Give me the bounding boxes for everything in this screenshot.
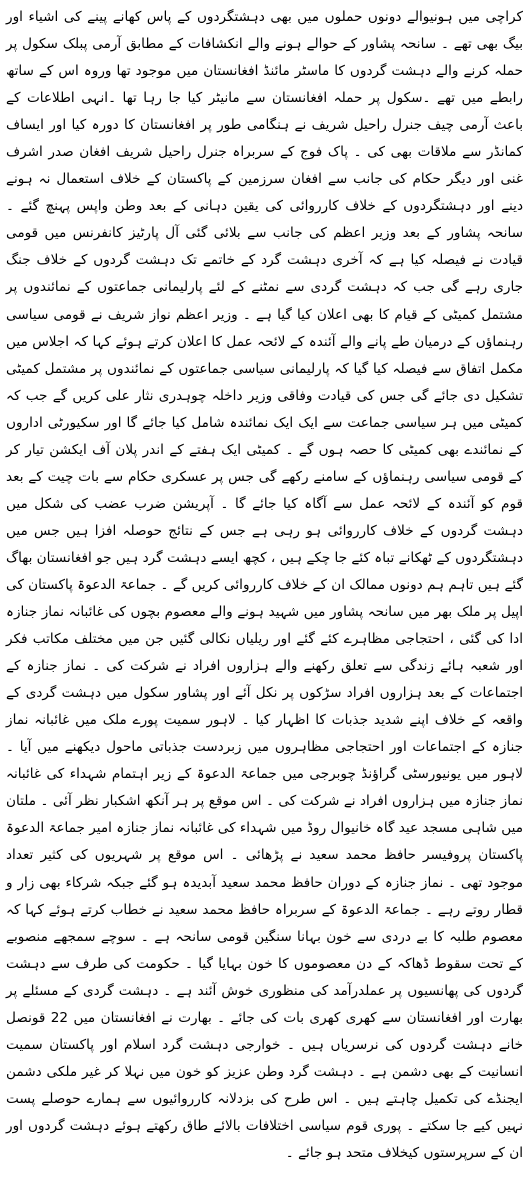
article-body: کراچی میں ہونیوالے دونوں حملوں میں بھی دہشتگردوں کے پاس کھانے پینے کی اشیاء اور بیگ بھی تھے ۔ سانحہ پشاور کے حوالے ہونے والے انکشافات کے مطابق آرمی پبلک سکول پر حملہ کرنے والے دہشت گردوں کا ماسٹر مائنڈ افغانستان میں موجود تھا وروہ اس کے ساتھ رابطے میں تھے ۔سکول پر حملہ افغانستان سے مانیٹر کیا جا رہا تھا ۔انہی اطلاعات کے باعث آرمی چیف جنرل راحیل شریف نے ہنگامی طور پر افغانستان کا دورہ کیا اور ایساف کمانڈر سے ملاقات بھی کی ۔ پاک فوج کے سربراہ جنرل راحیل شریف افغان صدر اشرف غنی اور دیگر حکام کی جانب سے افغان سرزمین کے پاکستان کے خلاف استعمال نہ ہونے دینے اور دہشتگردوں کے خلاف کارروائی کی یقین دہانی کے بعد وطن واپس پہنچ گئے ۔ سانحہ پشاور کے بعد وزیر اعظم کی جانب سے بلائی گئی آل پارٹیز کانفرنس میں قومی قیادت نے فیصلہ کیا ہے کہ آخری دہشت گرد کے خاتمے تک دہشت گردوں کے خلاف جنگ جاری رہے گی جب کہ دہشت گردی سے نمٹنے کے لئے پارلیمانی جماعتوں کے نمائندوں پر مشتمل کمیٹی کے قیام کا بھی اعلان کیا گیا ہے ۔ وزیر اعظم نواز شریف نے قومی سیاسی رہنماؤں کے درمیان طے پانے والے آئندہ کے لائحہ عمل کا اعلان کرتے ہوئے کہا کہ اجلاس میں مکمل اتفاق سے فیصلہ کیا گیا کہ پارلیمانی سیاسی جماعتوں کے نمائندوں پر مشتمل کمیٹی تشکیل دی جائے گی جس کی قیادت وفاقی وزیر داخلہ چوہدری نثار علی کریں گے جب کہ کمیٹی میں ہر سیاسی جماعت سے ایک ایک نمائندہ شامل کیا جائے گا اور سکیورٹی اداروں کے نمائندے بھی کمیٹی کا حصہ ہوں گے ۔ کمیٹی ایک ہفتے کے اندر پلان آف ایکشن تیار کر کے قومی سیاسی رہنماؤں کے سامنے رکھے گی جس پر عسکری حکام سے بات چیت کے بعد قوم کو آئندہ کے لائحہ عمل سے آگاہ کیا جائے گا ۔ آپریشن ضرب عضب کی شکل میں دہشت گردوں کے خلاف کارروائی ہو رہی ہے جس کے نتائج حوصلہ افزا ہیں جس میں دہشتگردوں کے ٹھکانے تباہ کئے جا چکے ہیں ، کچھ ایسے دہشت گرد ہیں جو افغانستان بھاگ گئے ہیں تاہم ہم دونوں ممالک ان کے خلاف کارروائی کریں گے ۔ جماعۃ الدعوۃ پاکستان کی اپیل پر ملک بھر میں سانحہ پشاور میں شہید ہونے والے معصوم بچوں کی غائبانہ نماز جنازہ ادا کی گئی ، احتجاجی مظاہرے کئے گئے اور ریلیاں نکالی گئیں جن میں مختلف مکاتب فکر اور شعبہ ہائے زندگی سے تعلق رکھنے والے ہزاروں افراد نے شرکت کی ۔ نماز جنازہ کے اجتماعات کے بعد ہزاروں افراد سڑکوں پر نکل آئے اور پشاور سکول میں دہشت گردی کے واقعہ کے خلاف اپنے شدید جذبات کا اظہار کیا ۔ لاہور سمیت پورے ملک میں غائبانہ نماز جنازہ کے اجتماعات اور احتجاجی مظاہروں میں زبردست جذباتی ماحول دیکھنے میں آیا ۔ لاہور میں یونیورسٹی گراؤنڈ چوبرجی میں جماعۃ الدعوۃ کے زیر اہتمام شہداء کی غائبانہ نماز جنازہ میں ہزاروں افراد نے شرکت کی ۔ اس موقع پر ہر آنکھ اشکبار نظر آئی ۔ ملتان میں شاہی مسجد عید گاہ خانیوال روڈ میں شہداء کی غائبانہ نماز جنازہ امیر جماعۃ الدعوۃ پاکستان پروفیسر حافظ محمد سعید نے پڑھائی ۔ اس موقع پر شہریوں کی کثیر تعداد موجود تھی ۔ نماز جنازہ کے دوران حافظ محمد سعید آبدیدہ ہو گئے جبکہ شرکاء بھی زار و قطار روتے رہے ۔ جماعۃ الدعوۃ کے سربراہ حافظ محمد سعید نے خطاب کرتے ہوئے کہا کہ معصوم طلبہ کا بے دردی سے خون بہانا سنگین قومی سانحہ ہے ۔ سوچے سمجھے منصوبے کے تحت سقوط ڈھاکہ کے دن معصوموں کا خون بہایا گیا ۔ حکومت کی طرف سے دہشت گردوں کی پھانسیوں پر عملدرآمد کی منظوری خوش آئند ہے ۔ دہشت گردی کے مسئلے پر بھارت اور افغانستان سے کھری کھری بات کی جائے ۔ بھارت نے افغانستان میں 22 قونصل خانے دہشت گردوں کی نرسریاں ہیں ۔ خوارجی دہشت گرد اسلام اور پاکستان سمیت انسانیت کے بھی دشمن ہے ۔ دہشت گرد وطن عزیز کو خون میں نہلا کر غیر ملکی دشمن ایجنڈے کی تکمیل چاہتے ہیں ۔ اس طرح کی بزدلانہ کارروائیوں سے ہمارے حوصلے پست نہیں کیے جا سکتے ۔ پوری قوم سیاسی اختلافات بالائے طاق رکھتے ہوئے دہشت گردوں اور ان کے سرپرستوں کیخلاف متحد ہو جائے ۔ [6, 9, 523, 1161]
